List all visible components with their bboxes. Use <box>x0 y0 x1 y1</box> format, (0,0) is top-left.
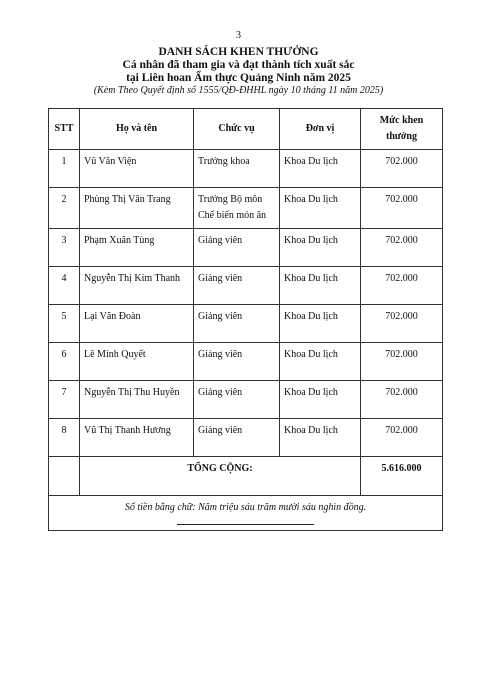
cell-amount: 702.000 <box>361 305 443 343</box>
table-row <box>49 229 443 267</box>
cell-amount: 702.000 <box>361 150 443 188</box>
table-row <box>49 419 443 457</box>
page-number: 3 <box>236 30 241 41</box>
cell-position: Giảng viên <box>194 419 280 457</box>
subtitle-line-2: tại Liên hoan Ẩm thực Quảng Ninh năm 2025 <box>126 72 351 84</box>
table-header-row <box>49 109 443 150</box>
cell-stt: 4 <box>49 267 80 305</box>
header-stt: STT <box>49 109 80 150</box>
cell-amount: 702.000 <box>361 229 443 267</box>
document-heading <box>0 46 477 97</box>
cell-position: Giảng viên <box>194 305 280 343</box>
cell-stt: 6 <box>49 343 80 381</box>
cell-stt: 2 <box>49 188 80 229</box>
cell-stt: 8 <box>49 419 80 457</box>
title: DANH SÁCH KHEN THƯỞNG <box>158 46 319 58</box>
cell-name: Lê Minh Quyết <box>80 343 194 381</box>
table-row <box>49 381 443 419</box>
cell-name: Nguyễn Thị Thu Huyền <box>80 381 194 419</box>
total-empty-cell <box>49 457 80 496</box>
table-row <box>49 150 443 188</box>
cell-position: Trưởng Bộ môn Chế biến món ăn <box>194 188 280 229</box>
reward-table <box>48 108 443 531</box>
amount-in-words-row <box>49 496 443 531</box>
closing-divider <box>177 524 314 525</box>
cell-unit: Khoa Du lịch <box>280 381 361 419</box>
cell-unit: Khoa Du lịch <box>280 343 361 381</box>
cell-position: Giảng viên <box>194 381 280 419</box>
cell-amount: 702.000 <box>361 381 443 419</box>
table-row <box>49 343 443 381</box>
table-row <box>49 188 443 229</box>
amount-in-words: Số tiền bằng chữ: Năm triệu sáu trăm mười sáu nghìn đồng. <box>49 496 443 531</box>
cell-unit: Khoa Du lịch <box>280 267 361 305</box>
cell-stt: 5 <box>49 305 80 343</box>
cell-unit: Khoa Du lịch <box>280 150 361 188</box>
cell-position: Trưởng khoa <box>194 150 280 188</box>
total-label: TỔNG CỘNG: <box>80 457 361 496</box>
cell-amount: 702.000 <box>361 419 443 457</box>
decision-reference: (Kèm Theo Quyết định số 1555/QĐ-ĐHHL ngày 10 tháng 11 năm 2025) <box>93 85 384 96</box>
cell-amount: 702.000 <box>361 343 443 381</box>
cell-unit: Khoa Du lịch <box>280 229 361 267</box>
cell-position: Giảng viên <box>194 343 280 381</box>
header-name: Họ và tên <box>80 109 194 150</box>
total-row <box>49 457 443 496</box>
cell-name: Phạm Xuân Tùng <box>80 229 194 267</box>
table-row <box>49 305 443 343</box>
cell-unit: Khoa Du lịch <box>280 419 361 457</box>
cell-stt: 1 <box>49 150 80 188</box>
cell-name: Lại Văn Đoàn <box>80 305 194 343</box>
subtitle-line-1: Cá nhân đã tham gia và đạt thành tích xuất sắc <box>122 59 355 71</box>
cell-amount: 702.000 <box>361 267 443 305</box>
cell-position: Giảng viên <box>194 267 280 305</box>
header-position: Chức vụ <box>194 109 280 150</box>
header-amount: Mức khen thưởng <box>361 109 443 150</box>
cell-name: Phùng Thị Vân Trang <box>80 188 194 229</box>
cell-stt: 3 <box>49 229 80 267</box>
cell-unit: Khoa Du lịch <box>280 305 361 343</box>
table-row <box>49 267 443 305</box>
cell-position: Giảng viên <box>194 229 280 267</box>
cell-name: Nguyễn Thị Kim Thanh <box>80 267 194 305</box>
cell-unit: Khoa Du lịch <box>280 188 361 229</box>
cell-stt: 7 <box>49 381 80 419</box>
total-value: 5.616.000 <box>361 457 443 496</box>
header-unit: Đơn vị <box>280 109 361 150</box>
cell-amount: 702.000 <box>361 188 443 229</box>
cell-name: Vũ Văn Viện <box>80 150 194 188</box>
cell-name: Vũ Thị Thanh Hương <box>80 419 194 457</box>
